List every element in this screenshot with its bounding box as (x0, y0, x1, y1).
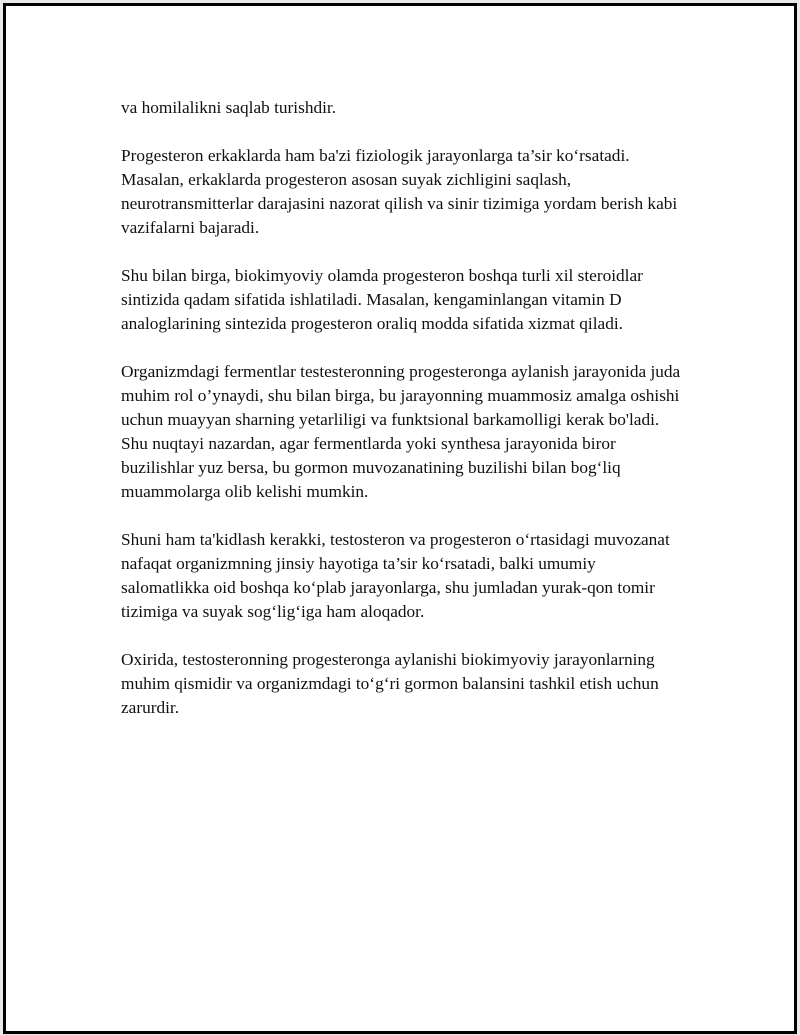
paragraph-5: Shuni ham ta'kidlash kerakki, testosteron va progesteron o‘rtasidagi muvozanat nafaqat organizmning jinsiy hayotiga ta’sir ko‘rsatadi, balki umumiy salomatlikka oid boshqa ko‘plab jarayonlarga, shu jumladan yurak-qon tomir tizimiga va suyak sog‘lig‘iga ham aloqador. (121, 530, 670, 621)
paragraph-3: Shu bilan birga, biokimyoviy olamda progesteron boshqa turli xil steroidlar sintizida qadam sifatida ishlatiladi. Masalan, kengaminlangan vitamin D analoglarining sintezida progesteron oraliq modda sifatida xizmat qiladi. (121, 266, 643, 333)
paragraph-6: Oxirida, testosteronning progesteronga aylanishi biokimyoviy jarayonlarning muhim qismidir va organizmdagi to‘g‘ri gormon balansini tashkil etish uchun zarurdir. (121, 650, 659, 717)
document-body (121, 96, 686, 744)
paragraph-4: Organizmdagi fermentlar testesteronning progesteronga aylanish jarayonida juda muhim rol o’ynaydi, shu bilan birga, bu jarayonning muammosiz amalga oshishi uchun muayyan sharning yetarliligi va funktsional barkamolligi kerak bo'ladi. Shu nuqtayi nazardan, agar fermentlarda yoki synthesa jarayonida biror buzilishlar yuz bersa, bu gormon muvozanatining buzilishi bilan bog‘liq muammolarga olib kelishi mumkin. (121, 362, 681, 501)
document-page (3, 3, 797, 1034)
paragraph-2: Progesteron erkaklarda ham ba'zi fiziologik jarayonlarga ta’sir ko‘rsatadi. Masalan, erkaklarda progesteron asosan suyak zichligini saqlash, neurotransmitterlar darajasini nazorat qilish va sinir tizimiga yordam berish kabi vazifalarni bajaradi. (121, 146, 678, 237)
paragraph-1: va homilalikni saqlab turishdir. (121, 98, 337, 117)
